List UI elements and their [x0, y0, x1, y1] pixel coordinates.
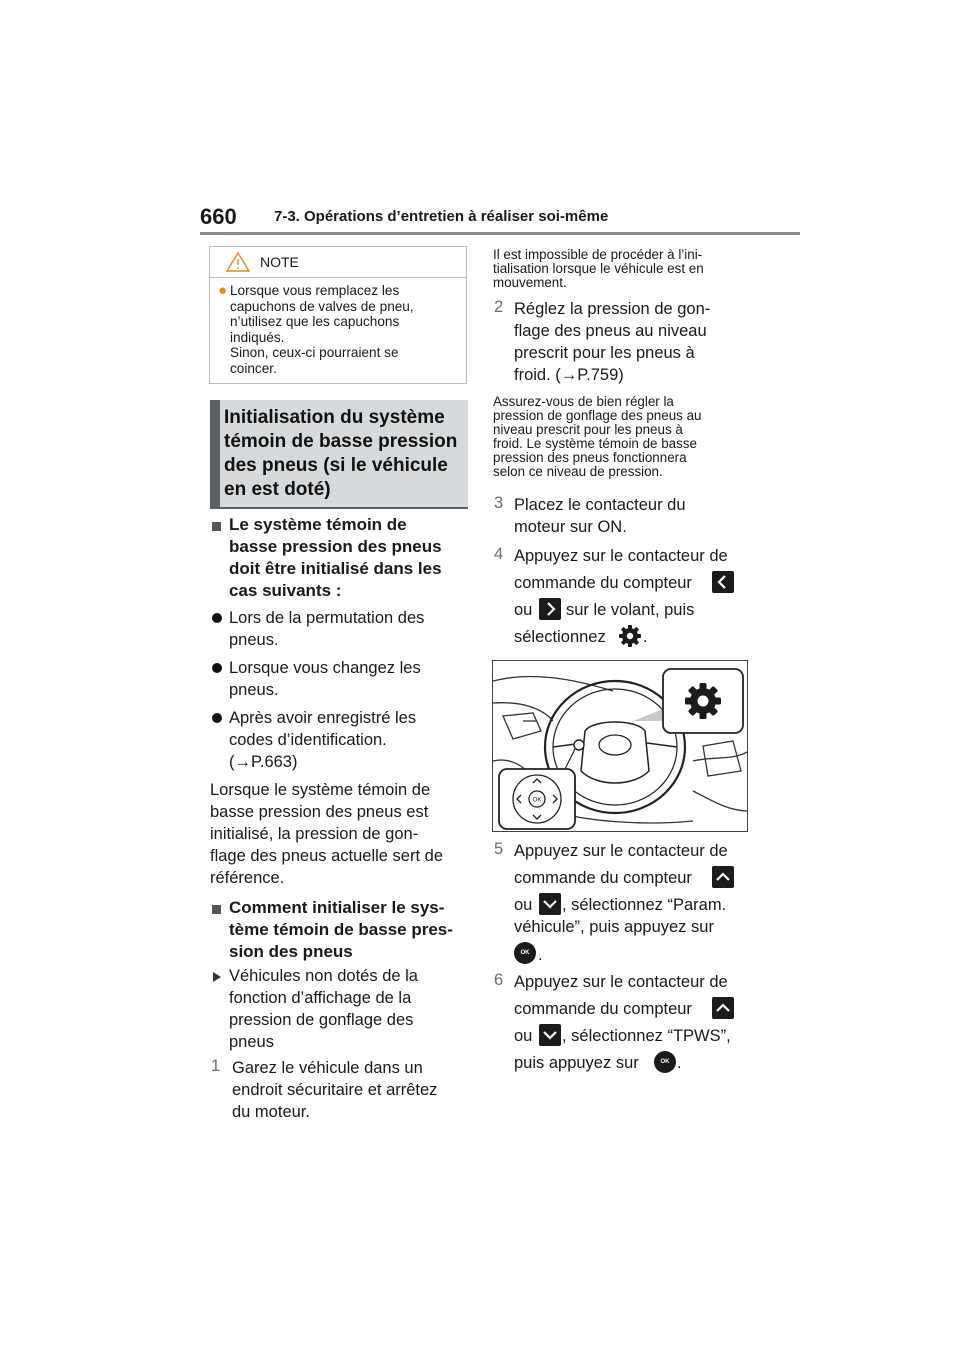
step-5-line-1: Appuyez sur le contacteur de: [514, 842, 728, 860]
step-number: 6: [494, 971, 504, 989]
step-5-line-4: véhicule”, puis appuyez sur: [514, 918, 714, 936]
section-underline: [210, 507, 468, 509]
bullet-item-3: Après avoir enregistré les codes d’identification. (→P.663): [229, 709, 417, 771]
svg-text:OK: OK: [532, 797, 542, 804]
step-5-line-3: , sélectionnez “Param.: [562, 896, 727, 914]
section-title: Initialisation du système témoin de basse pression des pneus (si le véhicule en est doté): [224, 407, 458, 500]
step-number: 2: [494, 298, 504, 316]
step-number: 3: [494, 494, 504, 512]
step-2-text: Réglez la pression de gon- flage des pneus au niveau prescrit pour les pneus à froid. (→P.759): [514, 300, 711, 384]
steering-wheel-illustration: [492, 660, 748, 832]
step-4-line-4: sélectionnez: [514, 628, 606, 646]
bullet-item-2: Lorsque vous changez les pneus.: [229, 659, 421, 699]
sub-heading: Véhicules non dotés de la fonction d’affichage de la pression de gonflage des pneus: [229, 967, 418, 1051]
step-4-line-3: sur le volant, puis: [566, 601, 695, 619]
note-text: Lorsque vous remplacez les capuchons de valves de pneu, n’utilisez que les capuchons indiqués. Sinon, ceux-ci pourraient se coincer.: [230, 283, 414, 376]
note-body: [218, 283, 458, 377]
bullet-icon: [212, 613, 222, 623]
warning-triangle-icon: [226, 252, 250, 272]
paragraph-reference: Lorsque le système témoin de basse pression des pneus est initialisé, la pression de gon- flage des pneus actuelle sert de référence.: [210, 781, 443, 887]
gear-icon: [618, 624, 642, 648]
header-rule: [200, 232, 800, 235]
small-note-2: Assurez-vous de bien régler la pression de gonflage des pneus au niveau prescrit pour les pneus à froid. Le système témoin de basse pression des pneus fonctionnera selon ce niveau de pression.: [493, 394, 702, 479]
square-bullet-icon: [212, 905, 221, 914]
step-4-line-2: commande du compteur: [514, 574, 692, 592]
period: .: [538, 946, 543, 964]
square-bullet-icon: [212, 522, 221, 531]
step-6-line-2: commande du compteur: [514, 1000, 692, 1018]
step-6-or: ou: [514, 1027, 533, 1045]
step-number: 1: [211, 1057, 221, 1075]
step-4-line-1: Appuyez sur le contacteur de: [514, 547, 728, 565]
period: .: [677, 1054, 682, 1072]
step-6-line-1: Appuyez sur le contacteur de: [514, 973, 728, 991]
chevron-right-icon: [539, 598, 561, 620]
step-5-or: ou: [514, 896, 533, 914]
small-note-1: Il est impossible de procéder à l’ini- tialisation lorsque le véhicule est en mouvement.: [493, 247, 704, 290]
note-title: NOTE: [260, 254, 299, 270]
heading-how-to: Comment initialiser le sys- tème témoin de basse pres- sion des pneus: [229, 898, 453, 961]
heading-cases: Le système témoin de basse pression des pneus doit être initialisé dans les cas suivants :: [229, 515, 442, 600]
chevron-left-icon: [712, 571, 734, 593]
chevron-down-icon: [539, 893, 561, 915]
step-6-line-4: puis appuyez sur: [514, 1054, 639, 1072]
bullet-icon: [212, 663, 222, 673]
chevron-up-icon: [712, 997, 734, 1019]
triangle-marker-icon: [213, 972, 221, 982]
section-title-box: [210, 400, 468, 507]
step-4-or: ou: [514, 601, 533, 619]
step-5-line-2: commande du compteur: [514, 869, 692, 887]
note-header: [210, 247, 466, 278]
bullet-dot-icon: ●: [218, 282, 228, 299]
bullet-icon: [212, 713, 222, 723]
page-number: 660: [200, 204, 237, 229]
note-box: [209, 246, 467, 384]
chevron-down-icon: [539, 1024, 561, 1046]
step-1-text: Garez le véhicule dans un endroit sécuritaire et arrêtez du moteur.: [232, 1059, 438, 1121]
step-number: 4: [494, 545, 504, 563]
step-3-text: Placez le contacteur du moteur sur ON.: [514, 496, 686, 536]
chapter-title: 7-3. Opérations d’entretien à réaliser soi-même: [274, 208, 609, 225]
ok-button-icon: OK: [654, 1051, 676, 1073]
bullet-item-1: Lors de la permutation des pneus.: [229, 609, 425, 649]
step-number: 5: [494, 840, 504, 858]
period: .: [643, 628, 648, 646]
step-6-line-3: , sélectionnez “TPWS”,: [562, 1027, 731, 1045]
ok-button-icon: OK: [514, 942, 536, 964]
chevron-up-icon: [712, 866, 734, 888]
